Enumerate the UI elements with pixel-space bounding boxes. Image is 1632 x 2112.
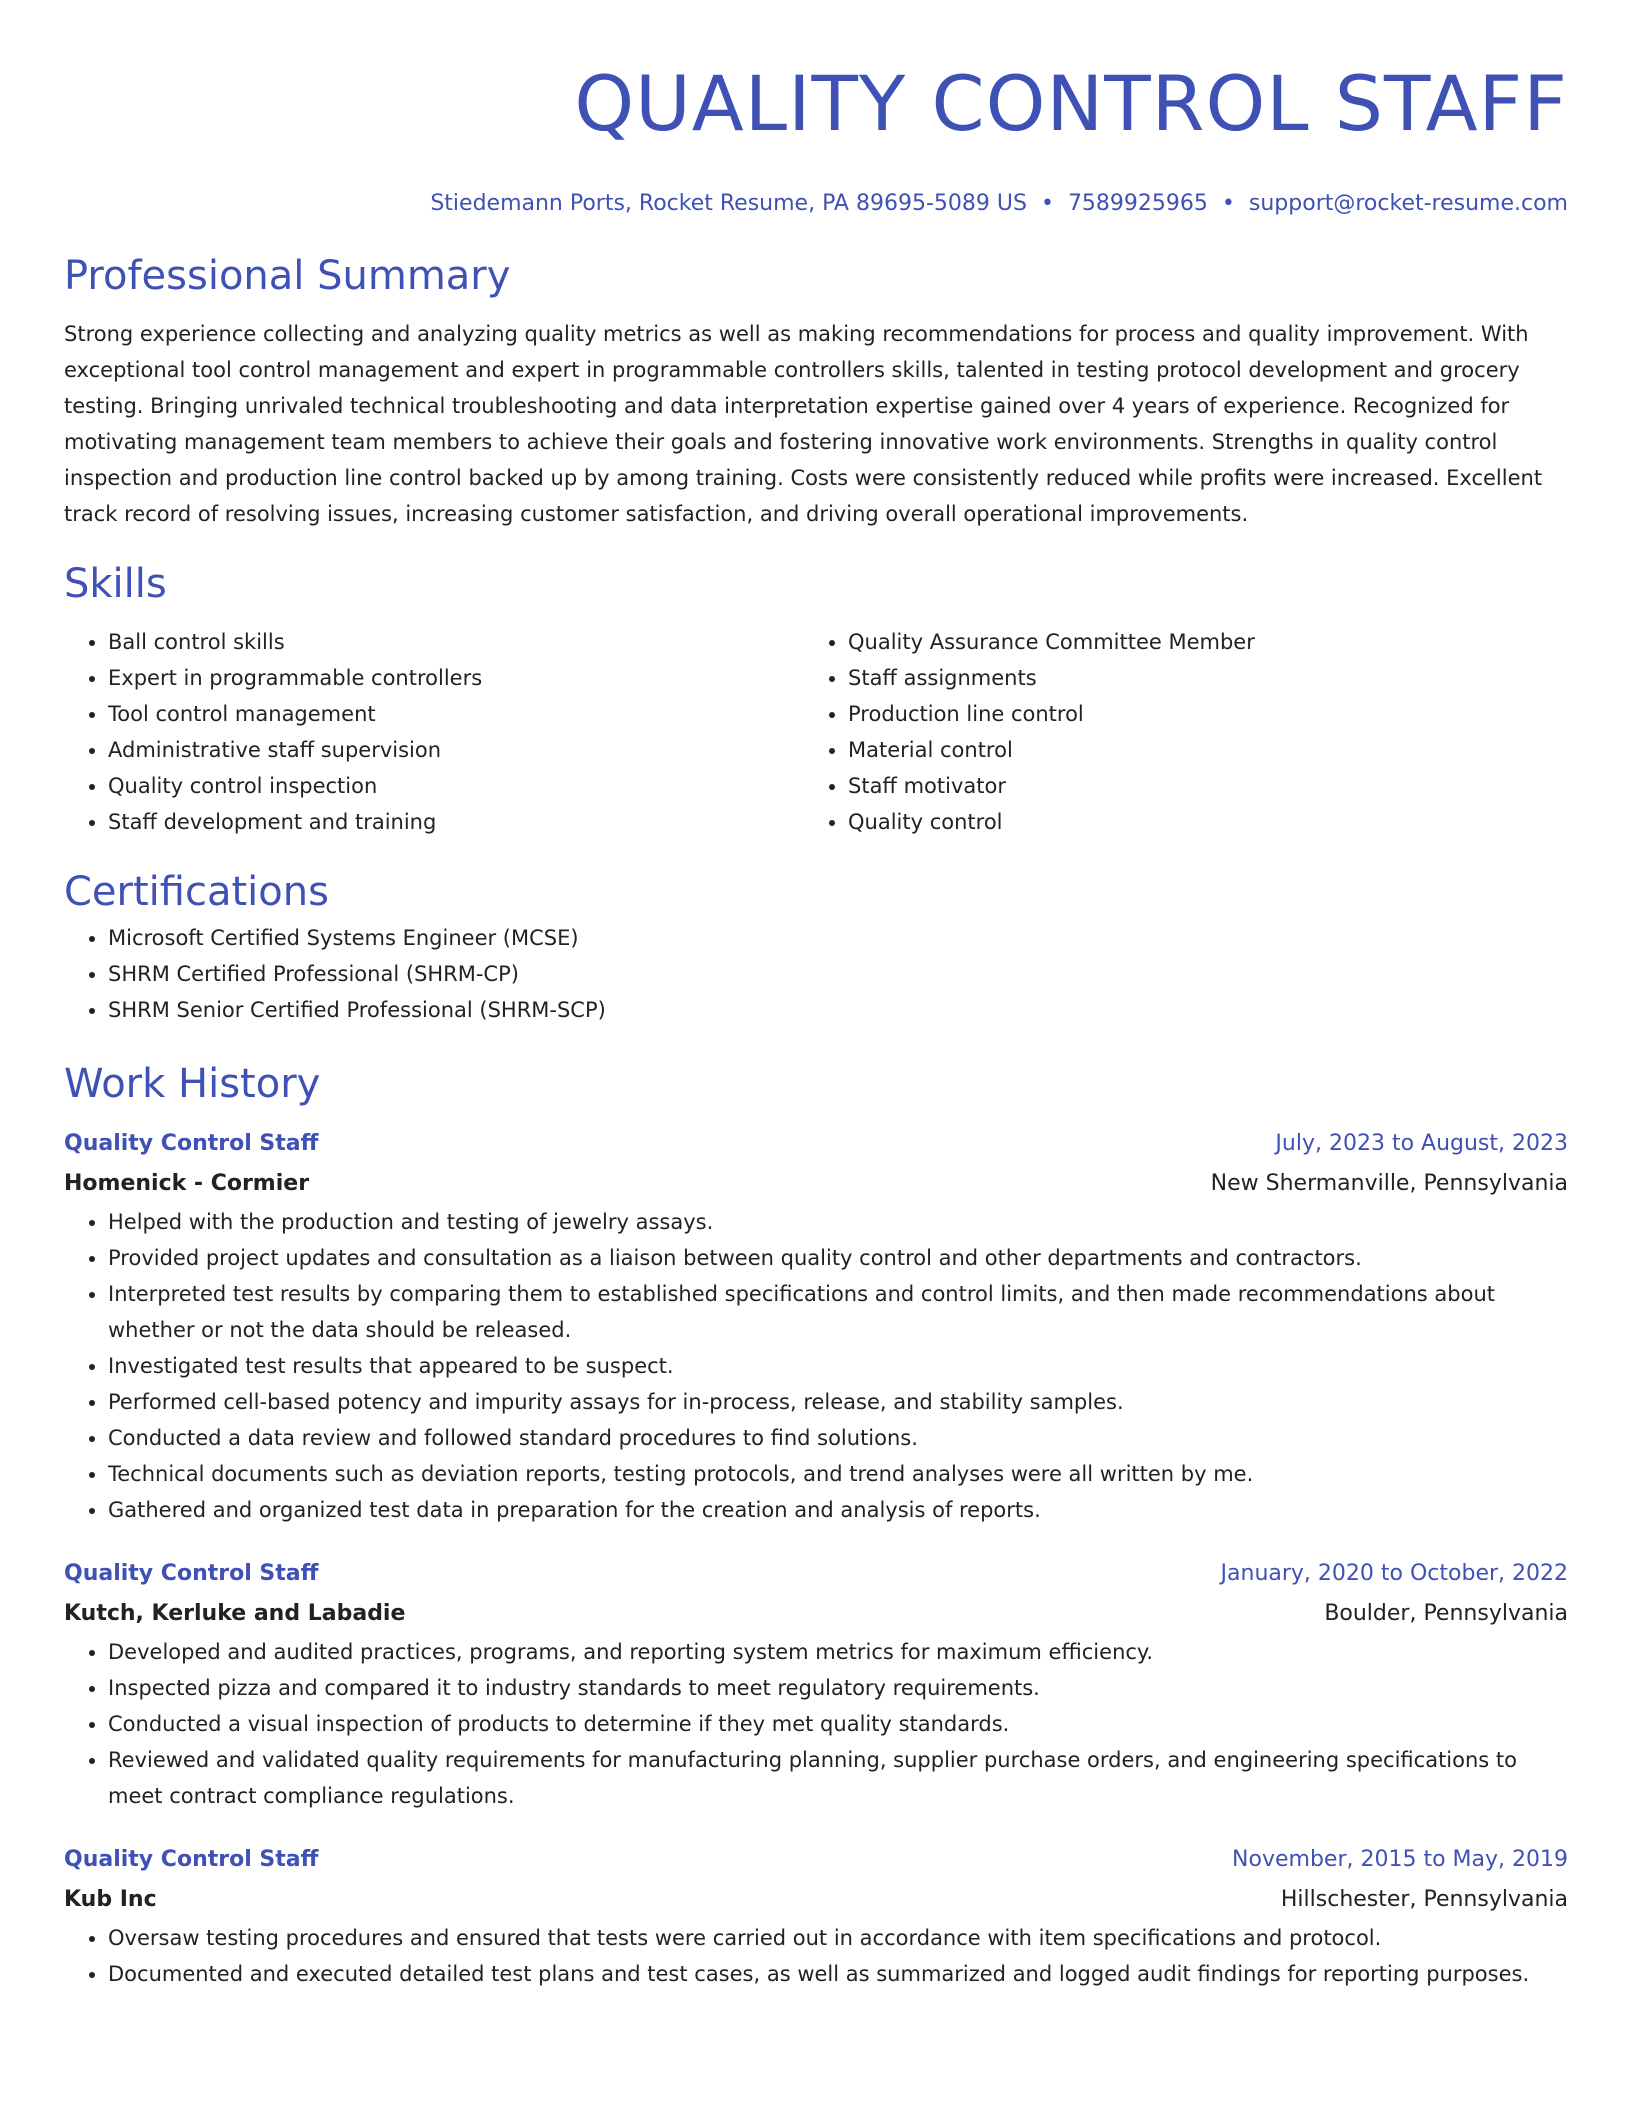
skill-item: • Quality control inspection [108,768,804,804]
job-bullets [64,1920,1568,1992]
skill-item: • Production line control [848,696,1544,732]
job-bullet: • Provided project updates and consultation as a liaison between quality control and other departments and contractors. [108,1240,1568,1276]
skill-item: • Ball control skills [108,624,804,660]
resume-header [64,48,1568,220]
summary-heading: Professional Summary [64,253,511,299]
job-bullets [64,1634,1568,1814]
job-bullet: • Documented and executed detailed test plans and test cases, as well as summarized and logged audit findings for reporting purposes. [108,1956,1568,1992]
job-company: Homenick - Cormier [64,1171,310,1196]
skill-item: • Tool control management [108,696,804,732]
job-bullet: • Investigated test results that appeared to be suspect. [108,1348,1568,1384]
job-title: Quality Control Staff [64,1847,319,1872]
summary-text: Strong experience collecting and analyzing quality metrics as well as making recommendations for process and quality improvement. With exceptional tool control management and expert in programmable controllers skills, talented in testing protocol development and grocery testing. Bringing unrivaled technical troubleshooting and data interpretation expertise gained over 4 years of experience. Recognized for motivating management team members to achieve their goals and fostering innovative work environments. Strengths in quality control inspection and production line control backed up by among training. Costs were consistently reduced while profits were increased. Excellent track record of resolving issues, increasing customer satisfaction, and driving overall operational improvements. [64,322,1543,526]
contact-separator: • [1040,191,1054,216]
job-bullet: • Reviewed and validated quality requirements for manufacturing planning, supplier purchase orders, and engineering specifications to meet contract compliance regulations. [108,1742,1568,1814]
certifications-list [64,920,1568,1028]
certification-item: • SHRM Senior Certified Professional (SHRM-SCP) [108,992,1568,1028]
certification-item: • SHRM Certified Professional (SHRM-CP) [108,956,1568,992]
candidate-title: QUALITY CONTROL STAFF [574,59,1568,148]
skill-item: • Material control [848,732,1544,768]
skills-column-left [64,624,804,840]
contact-separator: • [1221,191,1235,216]
job-bullet: • Developed and audited practices, programs, and reporting system metrics for maximum efficiency. [108,1634,1568,1670]
job-company-row [64,1880,1568,1920]
skill-item: • Staff assignments [848,660,1544,696]
job-location: Boulder, Pennsylvania [1324,1601,1568,1626]
job-bullets [64,1204,1568,1528]
skill-item: • Quality control [848,804,1544,840]
job-bullet: • Inspected pizza and compared it to industry standards to meet regulatory requirements. [108,1670,1568,1706]
contact-email: support@rocket-resume.com [1248,191,1568,216]
job-bullet: • Technical documents such as deviation reports, testing protocols, and trend analyses were all written by me. [108,1456,1568,1492]
job-dates: November, 2015 to May, 2019 [1232,1847,1568,1872]
contact-phone: 7589925965 [1067,191,1208,216]
job-entry [64,1124,1568,1528]
job-dates: July, 2023 to August, 2023 [1275,1131,1568,1156]
skills-grid [64,624,1568,840]
work-history-heading: Work History [64,1061,321,1107]
job-location: New Shermanville, Pennsylvania [1210,1171,1568,1196]
certifications-heading: Certifications [64,869,329,915]
skills-heading: Skills [64,561,167,607]
skill-item: • Expert in programmable controllers [108,660,804,696]
job-entry [64,1840,1568,1992]
job-bullet: • Gathered and organized test data in preparation for the creation and analysis of reports. [108,1492,1568,1528]
skill-item: • Staff development and training [108,804,804,840]
job-bullet: • Oversaw testing procedures and ensured that tests were carried out in accordance with item specifications and protocol. [108,1920,1568,1956]
job-company-row [64,1164,1568,1204]
job-company: Kub Inc [64,1887,157,1912]
skills-list-right [804,624,1544,840]
job-header-row [64,1124,1568,1164]
skills-list-left [64,624,804,840]
job-header-row [64,1840,1568,1880]
skill-item: • Quality Assurance Committee Member [848,624,1544,660]
job-bullet: • Performed cell-based potency and impurity assays for in-process, release, and stability samples. [108,1384,1568,1420]
job-title: Quality Control Staff [64,1131,319,1156]
job-header-row [64,1554,1568,1594]
skills-column-right [804,624,1544,840]
job-entry [64,1554,1568,1814]
job-dates: January, 2020 to October, 2022 [1220,1561,1568,1586]
job-bullet: • Conducted a data review and followed standard procedures to find solutions. [108,1420,1568,1456]
skill-item: • Staff motivator [848,768,1544,804]
job-location: Hillschester, Pennsylvania [1280,1887,1568,1912]
skill-item: • Administrative staff supervision [108,732,804,768]
job-bullet: • Conducted a visual inspection of products to determine if they met quality standards. [108,1706,1568,1742]
job-title: Quality Control Staff [64,1561,319,1586]
job-company: Kutch, Kerluke and Labadie [64,1601,406,1626]
certification-item: • Microsoft Certified Systems Engineer (MCSE) [108,920,1568,956]
contact-address: Stiedemann Ports, Rocket Resume, PA 89695-5089 US [430,191,1027,216]
job-bullet: • Interpreted test results by comparing them to established specifications and control limits, and then made recommendations about whether or not the data should be released. [108,1276,1568,1348]
job-bullet: • Helped with the production and testing of jewelry assays. [108,1204,1568,1240]
contact-line [64,188,1568,220]
job-company-row [64,1594,1568,1634]
